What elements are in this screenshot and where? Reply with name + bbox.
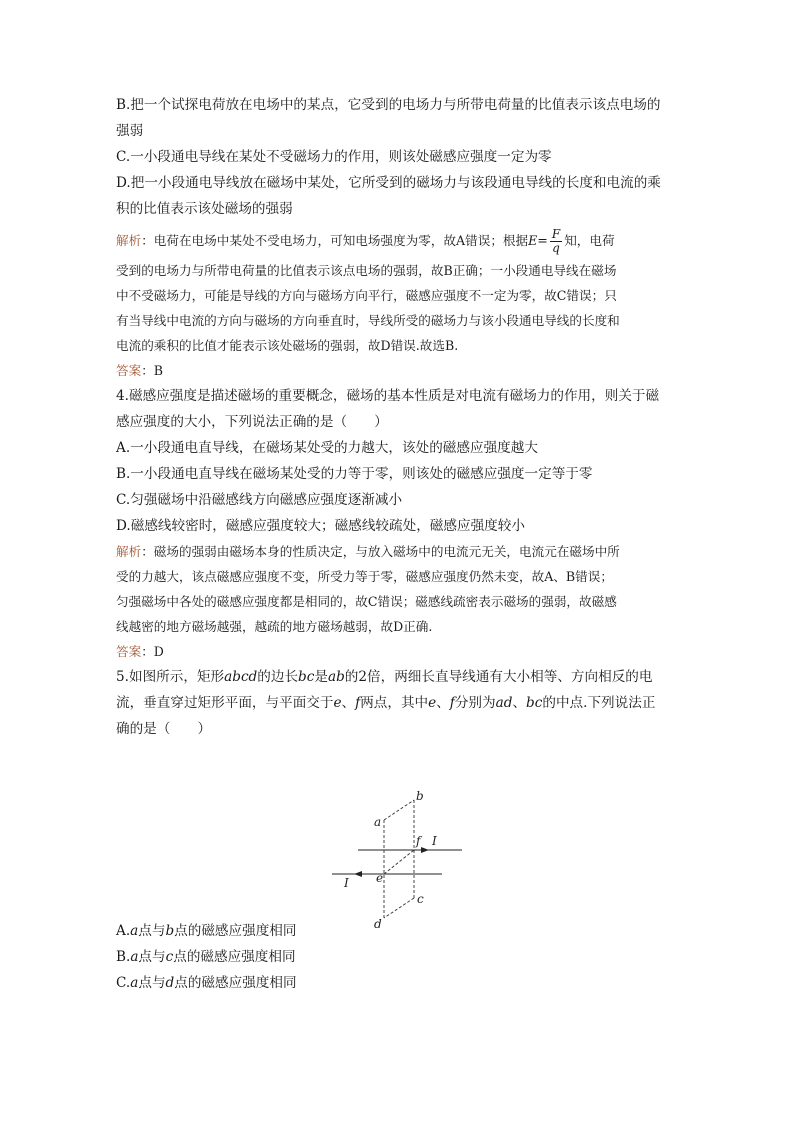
rectangle-wires-diagram (330, 789, 470, 938)
option-text: 点的磁感应强度相同 (174, 923, 297, 939)
q5-stem-text: 是 (314, 669, 328, 685)
q3-option-d-line2: 积的比值表示该处磁场的强弱 (116, 201, 293, 217)
label-current-top: I (432, 834, 437, 848)
q5-var-abcd: abcd (224, 669, 258, 685)
label-c: c (417, 892, 424, 906)
point-label: c (165, 949, 174, 965)
q5-option-b (116, 944, 682, 970)
q5-stem-text: 两点，其中 (360, 695, 429, 711)
edge-ab (384, 800, 414, 820)
edge-ef (384, 850, 414, 874)
q5-stem-text: 的2倍，两细长直导线通有大小相等、方向相反的电 (344, 669, 653, 685)
q3-option-b-line1: B.把一个试探电荷放在电场中的某点，它受到的电场力与所带电荷量的比值表示该点电场的 (116, 97, 661, 113)
option-letter: A. (116, 923, 131, 939)
point-label: a (130, 949, 139, 965)
q4-stem-line2: 感应强度的大小，下列说法正确的是（ ） (116, 414, 388, 430)
q3-analysis-line5: 电流的乘积的比值才能表示该处磁场的强弱，故D错误.故选B. (116, 338, 459, 353)
q5-var-ad: ad (495, 695, 513, 711)
label-current-bottom: I (344, 876, 349, 890)
q5-var-bc: bc (298, 669, 315, 685)
q5-stem-text: 分别为 (454, 695, 496, 711)
q4-option-b: B.一小段通电直导线在磁场某处受的力等于零，则该处的磁感应强度一定等于零 (116, 466, 593, 482)
q5-figure (330, 789, 470, 938)
q5-stem-line1 (116, 664, 682, 690)
q5-stem-text: 的边长 (257, 669, 299, 685)
q5-var-ab: ab (327, 669, 345, 685)
q3-analysis-text-1b: 知，电荷 (564, 233, 615, 248)
option-text: 点的磁感应强度相同 (174, 975, 297, 991)
q3-analysis-line1 (116, 224, 682, 258)
q4-answer-value: ：D (141, 644, 164, 659)
q5-option-c (116, 970, 682, 996)
q5-stem-text: 、 (436, 695, 450, 711)
q3-answer-label: 答案 (116, 363, 142, 378)
label-d: d (374, 917, 382, 931)
point-label: a (130, 923, 139, 939)
option-text: 点与 (138, 923, 166, 939)
label-f: f (416, 834, 421, 848)
point-label: d (165, 975, 175, 991)
q4-answer-label: 答案 (116, 644, 142, 659)
option-letter: B. (116, 949, 131, 965)
q3-fraction-denominator: q (552, 241, 560, 255)
q3-fraction-numerator: F (551, 227, 561, 241)
q3-option-b-line2: 强弱 (116, 123, 144, 139)
q5-stem-text: 、 (341, 695, 356, 711)
q5-var-bc: bc (526, 695, 543, 711)
q4-answer (116, 639, 682, 664)
point-label: a (130, 975, 139, 991)
q5-stem-line2 (116, 690, 682, 716)
option-text: 点的磁感应强度相同 (173, 949, 296, 965)
label-b: b (416, 789, 424, 803)
q5-var-f: f (355, 695, 361, 711)
q5-var-e: e (333, 695, 342, 711)
q3-option-c: C.一小段通电导线在某处不受磁场力的作用，则该处磁感应强度一定为零 (116, 149, 552, 165)
q4-analysis-line3: 匀强磁场中各处的磁感应强度都是相同的，故C错误；磁感线疏密表示磁场的强弱，故磁感 (116, 594, 617, 609)
arrow-left-icon (354, 871, 362, 877)
q3-formula-fraction (550, 228, 562, 255)
q4-analysis-line1 (116, 539, 682, 564)
q5-stem-line3: 确的是（ ） (116, 721, 212, 737)
q3-analysis-line3: 中不受磁场力，可能是导线的方向与磁场方向平行，磁感应强度不一定为零，故C错误；只 (116, 288, 617, 303)
q3-analysis-label: 解析 (116, 233, 142, 248)
q3-answer-value: ：B (141, 363, 164, 378)
q4-option-a: A.一小段通电直导线，在磁场某处受的力越大，该处的磁感应强度越大 (116, 440, 538, 456)
q5-stem-text: 、 (512, 695, 527, 711)
q5-stem-text: 的中点.下列说法正 (542, 695, 656, 711)
q4-option-d: D.磁感线较密时，磁感应强度较大；磁感线较疏处，磁感应强度较小 (116, 518, 525, 534)
option-text: 点与 (138, 949, 166, 965)
q4-analysis-text-1: ：磁场的强弱由磁场本身的性质决定，与放入磁场中的电流元无关，电流元在磁场中所 (141, 544, 620, 559)
arrow-right-icon (421, 847, 429, 853)
label-a: a (374, 815, 382, 829)
q5-stem-text: 5.如图所示，矩形 (116, 669, 225, 685)
q3-formula-lhs: E= (528, 233, 548, 248)
q3-analysis-line2: 受到的电场力与所带电荷量的比值表示该点电场的强弱，故B正确；一小段通电导线在磁场 (116, 263, 617, 278)
q3-analysis-line4: 有当导线中电流的方向与磁场的方向垂直时，导线所受的磁场力与该小段通电导线的长度和 (116, 313, 620, 328)
q3-answer (116, 358, 682, 383)
q4-analysis-label: 解析 (116, 544, 142, 559)
q4-analysis-line2: 受的力越大，该点磁感应强度不变，所受力等于零，磁感应强度仍然未变，故A、B错误； (116, 569, 613, 584)
label-e: e (376, 871, 384, 885)
q4-option-c: C.匀强磁场中沿磁感线方向磁感应强度逐渐减小 (116, 492, 403, 508)
q4-stem-line1: 4.磁感应强度是描述磁场的重要概念，磁场的基本性质是对电流有磁场力的作用，则关于磁 (116, 388, 660, 404)
q5-var-f: f (449, 695, 455, 711)
q3-analysis-text-1a: ：电荷在电场中某处不受电场力，可知电场强度为零，故A错误；根据 (141, 233, 529, 248)
q3-option-d-line1: D.把一小段通电导线放在磁场中某处，它所受到的磁场力与该段通电导线的长度和电流的乘 (116, 175, 661, 191)
q4-analysis-line4: 线越密的地方磁场越强，越疏的地方磁场越弱，故D正确. (116, 619, 433, 634)
q5-stem-text: 流，垂直穿过矩形平面，与平面交于 (116, 695, 334, 711)
q5-var-e: e (428, 695, 437, 711)
option-text: 点与 (138, 975, 166, 991)
edge-cd (384, 898, 414, 918)
option-letter: C. (116, 975, 131, 991)
point-label: b (165, 923, 175, 939)
